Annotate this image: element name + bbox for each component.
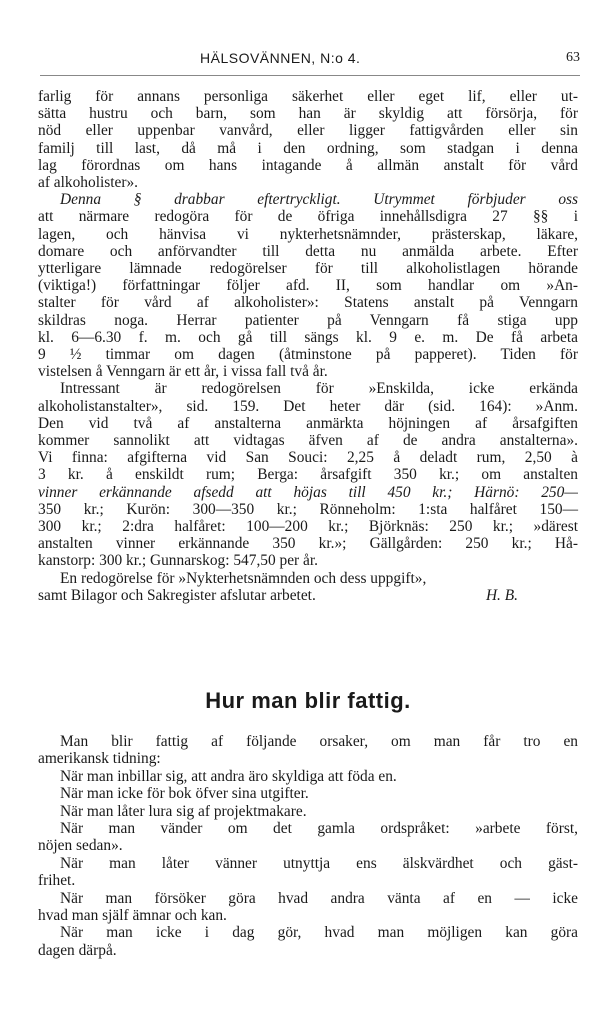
text-line: När man icke för bok öfver sina utgifter.: [60, 785, 309, 803]
text-line: vistelsen å Venngarn är ett år, i vissa fall två år.: [38, 363, 328, 381]
text-line: 300 kr.; 2:dra halfåret: 100—200 kr.; Björknäs: 250 kr.; »därest: [38, 518, 578, 536]
text-line: 9 ½ timmar om dagen (åtminstone på papperet). Tiden för: [38, 346, 578, 364]
review-text: [38, 88, 578, 604]
text-line: anstalten vinner erkännande 350 kr.»; Gällgården: 250 kr.; Hå-: [38, 535, 578, 553]
text-line: stalter för vård af alkoholister»: Statens anstalt på Venngarn: [38, 294, 578, 312]
text-line: En redogörelse för »Nykterhetsnämnden och dess uppgift»,: [60, 569, 427, 587]
text-line: sätta hustru och barn, som han är skyldig att försörja, för: [38, 105, 578, 123]
text-line: När man låter vänner utnyttja ens älskvärdhet och gäst-: [60, 854, 578, 872]
text-line: farlig för annans personliga säkerhet eller eget lif, eller ut-: [38, 88, 578, 105]
text-line: domare och anförvandter till detta nu anmälda arbete. Efter: [38, 242, 578, 260]
page-number: 63: [566, 50, 580, 65]
text-line: amerikansk tidning:: [38, 750, 161, 768]
author-signature: H. B.: [485, 586, 518, 604]
text-line: lag förordnas om hans intagande å allmän anstalt för vård: [38, 156, 578, 174]
text-line: Man blir fattig af följande orsaker, om man får tro en: [60, 733, 578, 750]
text-line: af alkoholister».: [38, 174, 139, 192]
text-line: alkoholistanstalter», sid. 159. Det heter där (sid. 164): »Anm.: [38, 397, 578, 415]
running-header: [40, 50, 580, 72]
text-line: Den vid två af anstalterna anmärkta höjningen af årsafgiften: [38, 414, 578, 432]
text-line: hvad man själf ämnar och kan.: [38, 907, 227, 925]
text-line: nöjen sedan».: [38, 837, 123, 855]
text-line: När man låter lura sig af projektmakare.: [60, 802, 307, 820]
text-line: kanstorp: 300 kr.; Gunnarskog: 547,50 per år.: [38, 552, 318, 570]
text-line: [38, 191, 578, 208]
text-line: [38, 587, 578, 604]
text-line: ytterligare lämnade redogörelser för till alkoholistlagen hörande: [38, 260, 578, 278]
text-line: frihet.: [38, 872, 76, 890]
closing-line: samt Bilagor och Sakregister afslutar arbetet.: [38, 586, 316, 604]
text-line: (viktiga!) författningar följer afd. II, som handlar om »An-: [38, 277, 578, 295]
text-line: 350 kr.; Kurön: 300—350 kr.; Rönneholm: 1:sta halfåret 150—: [38, 500, 578, 518]
text-line: kl. 6—6.30 f. m. och gå till sängs kl. 9 e. m. De få arbeta: [38, 328, 578, 346]
text-line: dagen därpå.: [38, 941, 117, 959]
text-line: Vi finna: afgifterna vid San Souci: 2,25 å deladt rum, 2,50 à: [38, 449, 578, 467]
text-line: skildras noga. Herrar patienter på Venngarn få stiga upp: [38, 311, 578, 329]
text-line: När man icke i dag gör, hvad man möjligen kan göra: [60, 924, 578, 942]
text-line: att närmare redogöra för de öfriga innehållsdigra 27 §§ i: [38, 208, 578, 226]
text-line: nöd eller uppenbar vanvård, eller ligger fattigvården eller sin: [38, 122, 578, 140]
article-text: [38, 733, 578, 959]
text-line: När man försöker göra hvad andra vänta af en — icke: [60, 889, 578, 907]
text-line: familj till last, då må i den ordning, som stadgan i denna: [38, 139, 578, 157]
text-line: kommer sannolikt att vidtagas äfven af de andra anstalterna».: [38, 432, 578, 450]
italic-lead: Denna § drabbar eftertryckligt. Utrymmet förbjuder oss: [60, 191, 578, 209]
article-title: Hur man blir fattig.: [205, 688, 411, 713]
text-line: När man inbillar sig, att andra äro skyldiga att föda en.: [60, 767, 397, 785]
text-line: När man vänder om det gamla ordspråket: »arbete först,: [60, 820, 578, 838]
text-line: Intressant är redogörelsen för »Enskilda, icke erkända: [60, 380, 578, 398]
header-rule: [40, 75, 580, 76]
text-line: vinner erkännande afsedd att höjas till 450 kr.; Härnö: 250—: [38, 483, 578, 501]
text-line: 3 kr. å enskildt rum; Berga: årsafgift 350 kr.; om anstalten: [38, 466, 578, 484]
journal-title: HÄLSOVÄNNEN, N:o 4.: [200, 50, 361, 66]
text-line: lagen, och hänvisa vi nykterhetsnämnder, prästerskap, läkare,: [38, 225, 578, 243]
